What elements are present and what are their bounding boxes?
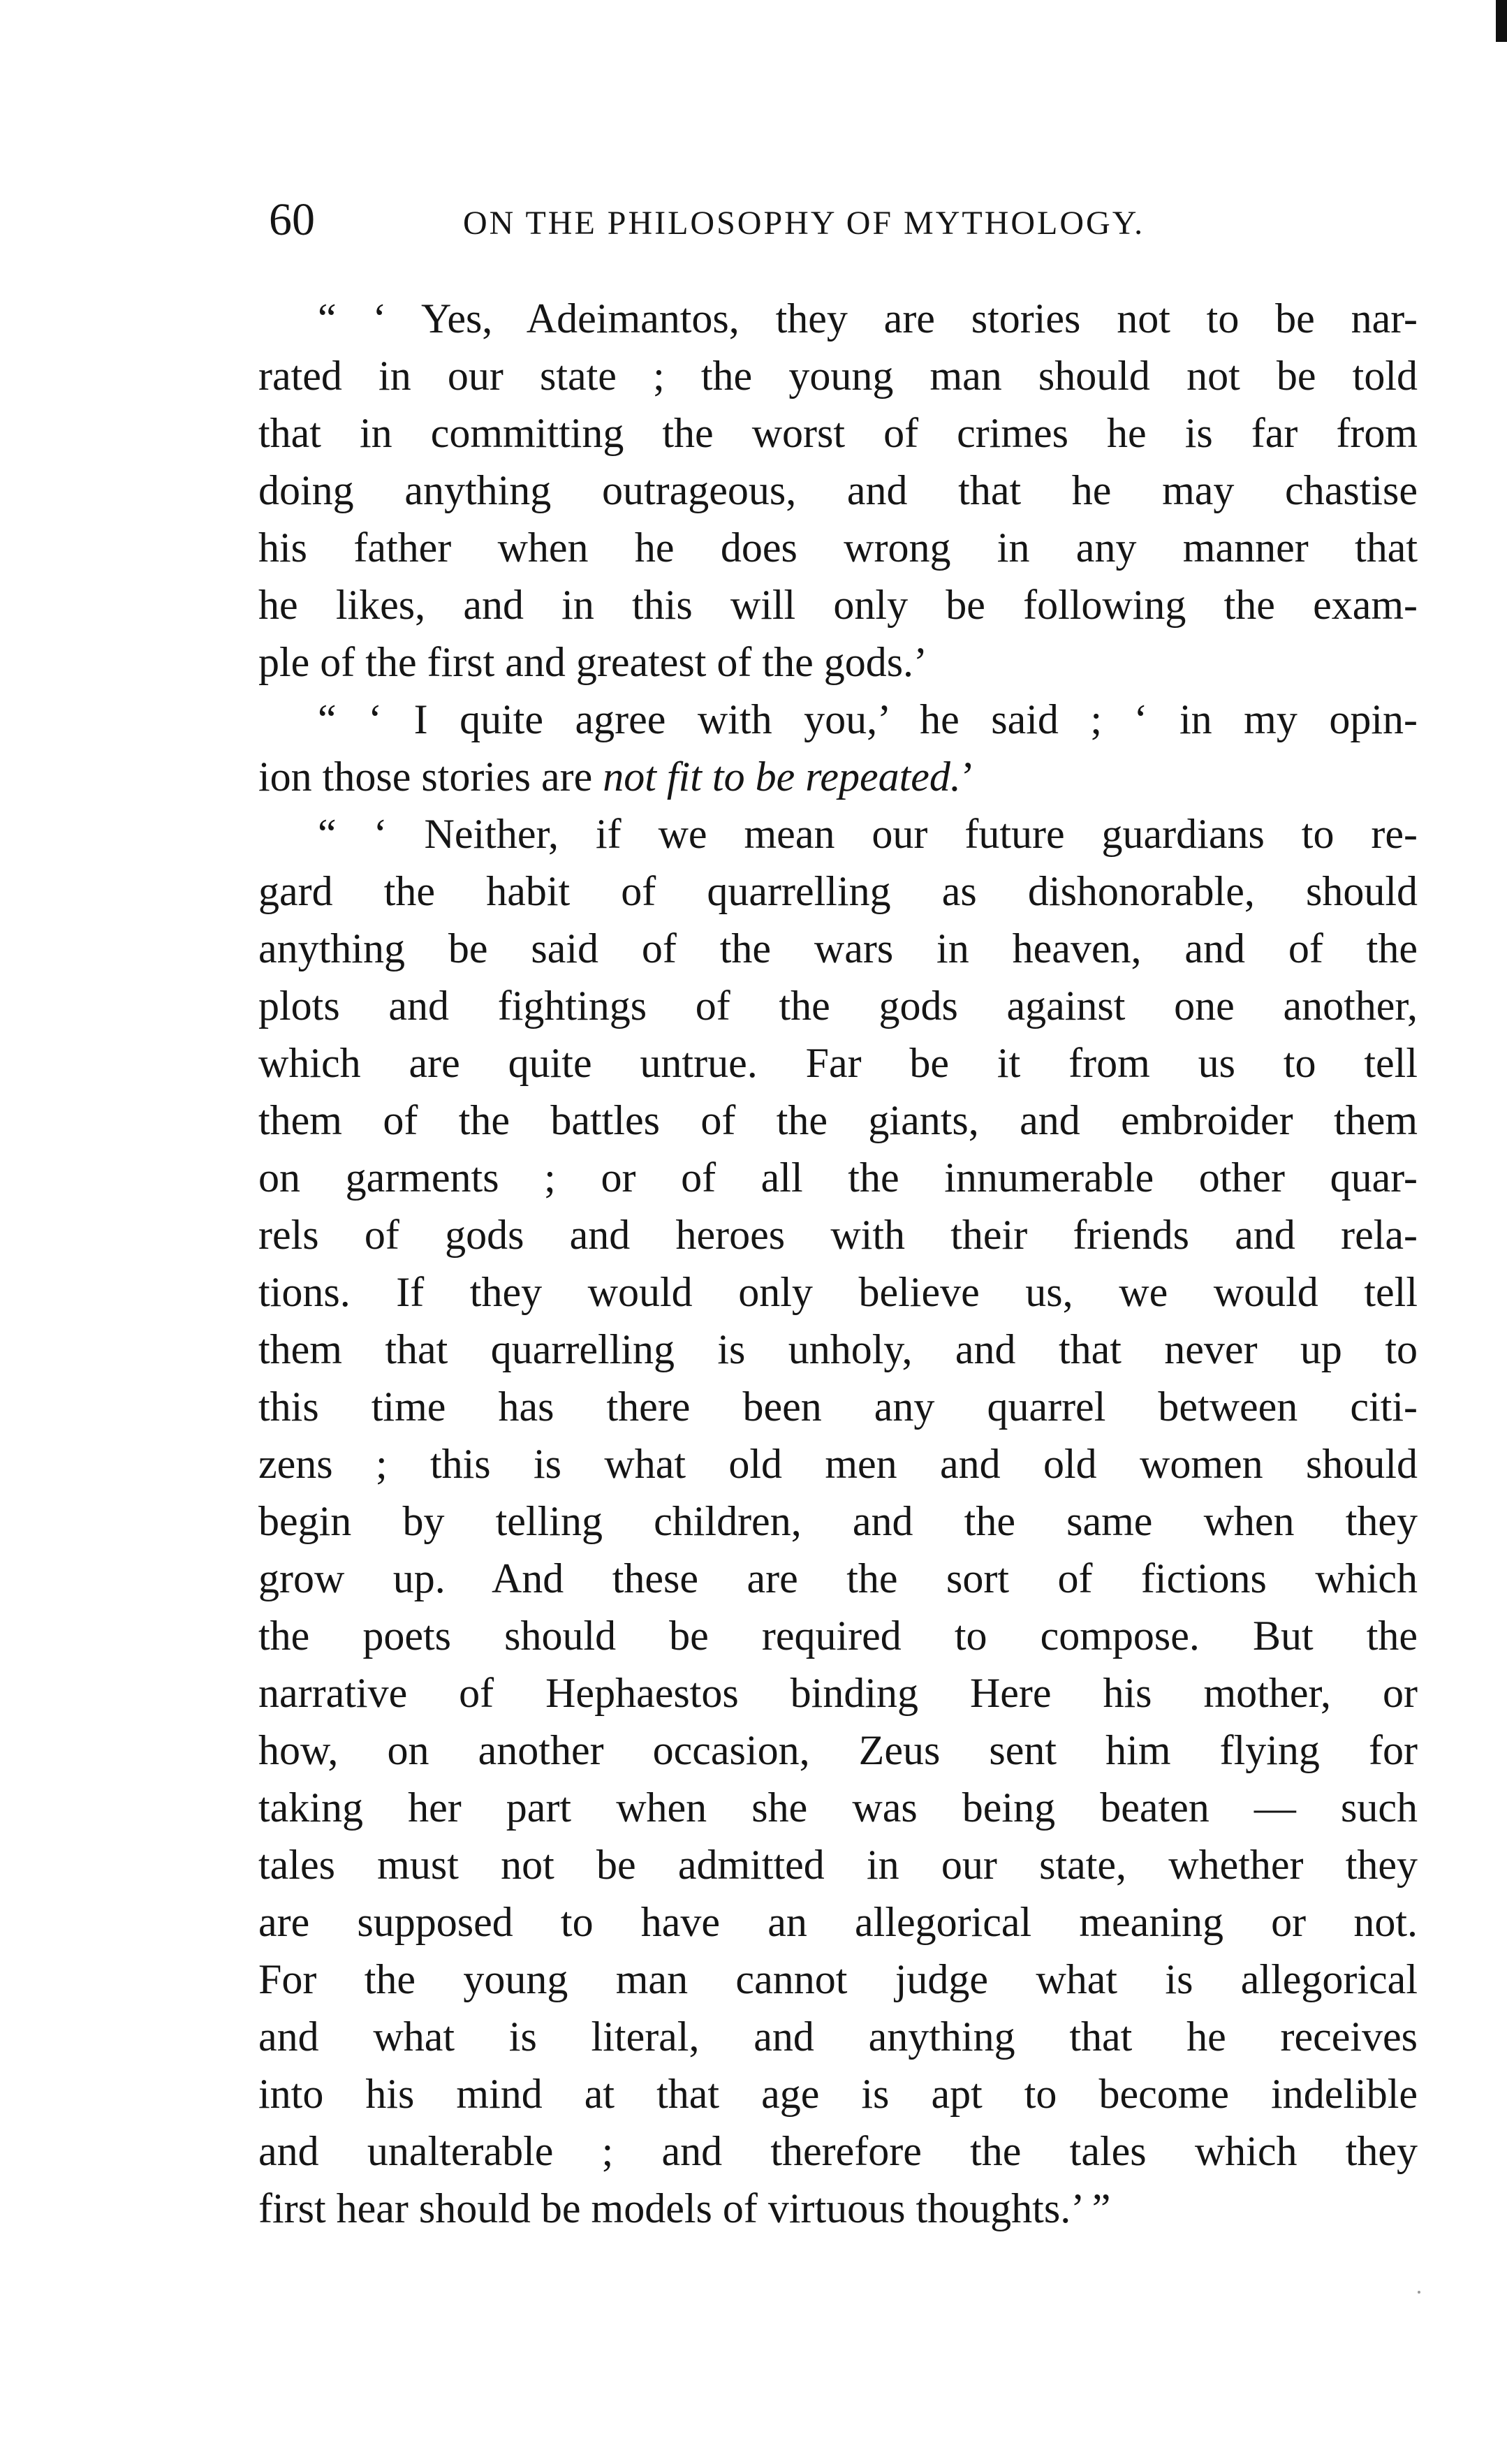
text-line-with-italic: [258, 748, 1418, 805]
text-line: into his mind at that age is apt to become indelible: [258, 2071, 1418, 2117]
text-line: “ ‘ I quite agree with you,’ he said ; ‘ in my opin-: [318, 696, 1418, 742]
text-line: tales must not be admitted in our state, whether they: [258, 1842, 1418, 1888]
text-line: gard the habit of quarrelling as dishonorable, should: [258, 868, 1418, 914]
text-line: taking her part when she was being beaten — such: [258, 1784, 1418, 1831]
text-line: them of the battles of the giants, and embroider them: [258, 1097, 1418, 1143]
text-line: narrative of Hephaestos binding Here his mother, or: [258, 1670, 1418, 1716]
text-line: For the young man cannot judge what is allegorical: [258, 1956, 1418, 2002]
text-line: are supposed to have an allegorical meaning or not.: [258, 1899, 1418, 1945]
paper-speck: [1418, 2291, 1420, 2294]
text-line: first hear should be models of virtuous thoughts.’ ”: [258, 2185, 1111, 2231]
running-title: ON THE PHILOSOPHY OF MYTHOLOGY.: [463, 205, 1145, 242]
text-line: and what is literal, and anything that he receives: [258, 2014, 1418, 2060]
text-line: that in committing the worst of crimes he is far from: [258, 410, 1418, 456]
text-line: anything be said of the wars in heaven, and of the: [258, 925, 1418, 971]
text-line: the poets should be required to compose. But the: [258, 1613, 1418, 1659]
text-line: tions. If they would only believe us, we would tell: [258, 1269, 1418, 1315]
text-line: which are quite untrue. Far be it from us to tell: [258, 1040, 1418, 1086]
text-line: rels of gods and heroes with their friends and rela-: [258, 1212, 1418, 1258]
text-line: them that quarrelling is unholy, and that never up to: [258, 1326, 1418, 1372]
page-edge-mark: [1496, 0, 1507, 42]
text-line: “ ‘ Yes, Adeimantos, they are stories not to be nar-: [318, 295, 1418, 342]
italic-phrase: not fit to be repeated.: [603, 754, 961, 800]
text-line: rated in our state ; the young man should not be told: [258, 353, 1418, 399]
text-line: zens ; this is what old men and old women should: [258, 1441, 1418, 1487]
text-line: how, on another occasion, Zeus sent him flying for: [258, 1727, 1418, 1773]
text-line: on garments ; or of all the innumerable other quar-: [258, 1154, 1418, 1201]
page-number: 60: [269, 194, 315, 245]
text-line: “ ‘ Neither, if we mean our future guardians to re-: [318, 811, 1418, 857]
text-span: ’: [960, 754, 975, 800]
text-line: begin by telling children, and the same when they: [258, 1498, 1418, 1544]
text-line: this time has there been any quarrel between citi-: [258, 1384, 1418, 1430]
text-line: doing anything outrageous, and that he may chastise: [258, 467, 1418, 513]
text-line: he likes, and in this will only be following the exam-: [258, 582, 1418, 628]
text-line: grow up. And these are the sort of fictions which: [258, 1555, 1418, 1601]
text-span: ion those stories are: [258, 754, 603, 800]
text-line: and unalterable ; and therefore the tales which they: [258, 2128, 1418, 2174]
text-line: plots and fightings of the gods against one another,: [258, 983, 1418, 1029]
text-line: ple of the first and greatest of the gods.’: [258, 639, 928, 685]
text-line: his father when he does wrong in any manner that: [258, 525, 1418, 571]
page-header: [269, 189, 1219, 251]
